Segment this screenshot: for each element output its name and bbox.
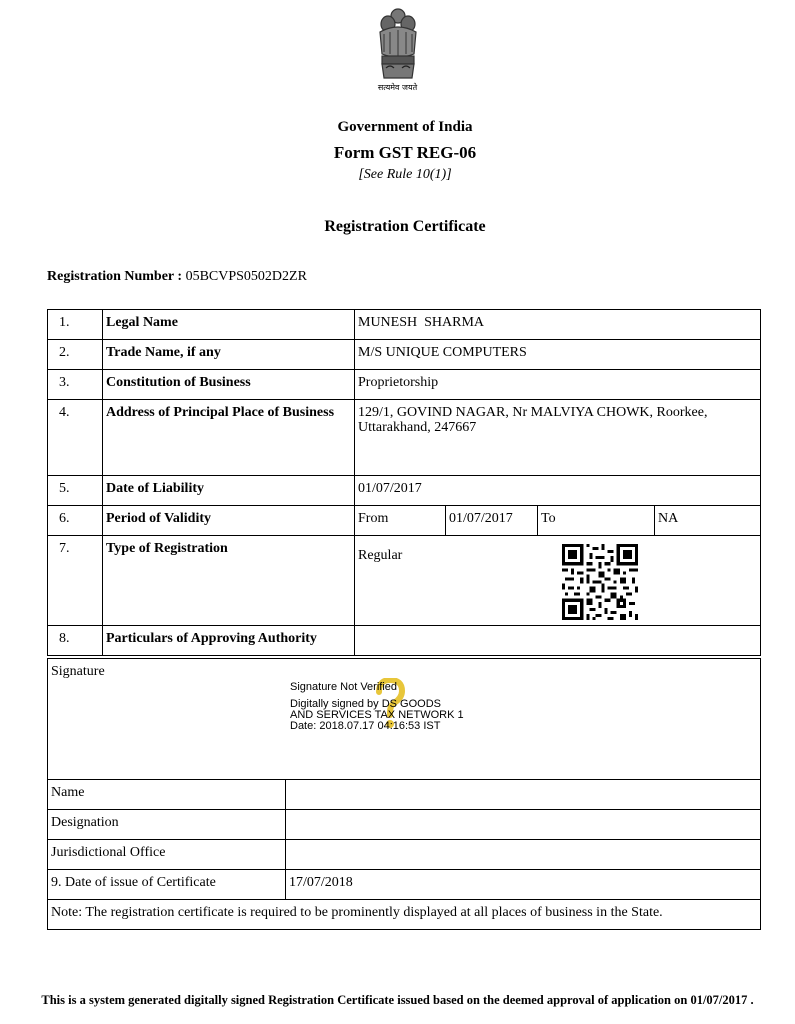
validity-to-label: To [538,506,655,536]
registration-type-value: Regular [358,548,403,563]
row-label: Date of Liability [103,476,355,506]
table-row [48,310,761,340]
digital-signature-block [290,682,464,732]
row-label: Period of Validity [103,506,355,536]
designation-label: Designation [48,810,286,840]
row-number: 1. [48,310,103,340]
issue-date-label: 9. Date of issue of Certificate [48,870,286,900]
validity-from-value: 01/07/2017 [446,506,538,536]
row-number: 5. [48,476,103,506]
table-row [48,370,761,400]
row-label: Type of Registration [103,536,355,626]
row-number: 2. [48,340,103,370]
jurisdictional-office-label: Jurisdictional Office [48,840,286,870]
certificate-title: Registration Certificate [324,218,486,235]
approving-authority-table [47,658,761,930]
row-label: Particulars of Approving Authority [103,626,355,656]
constitution-value: Proprietorship [355,370,761,400]
address-value: 129/1, GOVIND NAGAR, Nr MALVIYA CHOWK, Roorkee, Uttarakhand, 247667 [355,400,761,476]
signature-cell [48,659,761,780]
row-number: 3. [48,370,103,400]
table-row [48,900,761,930]
row-label: Legal Name [103,310,355,340]
registration-number-line [47,269,307,285]
table-row [48,626,761,656]
jurisdictional-office-value [286,840,761,870]
validity-from-label: From [355,506,446,536]
liability-date-value: 01/07/2017 [355,476,761,506]
signature-signer-cont: AND SERVICES TAX NETWORK 1 [290,709,464,721]
form-title: Form GST REG-06 [333,143,477,162]
table-row [48,506,761,536]
rule-reference: [See Rule 10(1)] [358,167,452,182]
name-value [286,780,761,810]
signature-signer: Digitally signed by DS GOODS [290,698,441,710]
registration-number-label: Registration Number : [47,269,183,284]
table-row [48,400,761,476]
approving-authority-value [355,626,761,656]
registration-details-table [47,309,761,656]
table-row [48,476,761,506]
emblem-motto: सत्यमेव जयते [377,83,418,92]
table-row [48,780,761,810]
validity-to-value: NA [655,506,761,536]
row-number: 4. [48,400,103,476]
row-label: Constitution of Business [103,370,355,400]
row-number: 7. [48,536,103,626]
table-row [48,536,761,626]
signature-date: Date: 2018.07.17 04:16:53 IST [290,720,441,732]
designation-value [286,810,761,840]
table-row [48,840,761,870]
qr-code [562,544,638,620]
row-label: Address of Principal Place of Business [103,400,355,476]
display-note: Note: The registration certificate is required to be prominently displayed at all places of business in the State. [48,900,761,930]
registration-type-cell [355,536,761,626]
footer-disclaimer: This is a system generated digitally signed Registration Certificate issued based on the deemed approval of application on 01/07/2017 . [41,993,754,1007]
table-row [48,870,761,900]
signature-status: Signature Not Verified [290,681,398,693]
row-number: 8. [48,626,103,656]
signature-row [48,659,761,780]
government-title: Government of India [337,119,473,135]
name-label: Name [48,780,286,810]
row-number: 6. [48,506,103,536]
table-row [48,810,761,840]
issue-date-value: 17/07/2018 [286,870,761,900]
registration-number-value: 05BCVPS0502D2ZR [185,269,307,284]
national-emblem-icon [368,2,428,92]
table-row [48,340,761,370]
trade-name-value: M/S UNIQUE COMPUTERS [355,340,761,370]
row-label: Trade Name, if any [103,340,355,370]
legal-name-value: MUNESH SHARMA [355,310,761,340]
signature-label: Signature [51,664,105,679]
